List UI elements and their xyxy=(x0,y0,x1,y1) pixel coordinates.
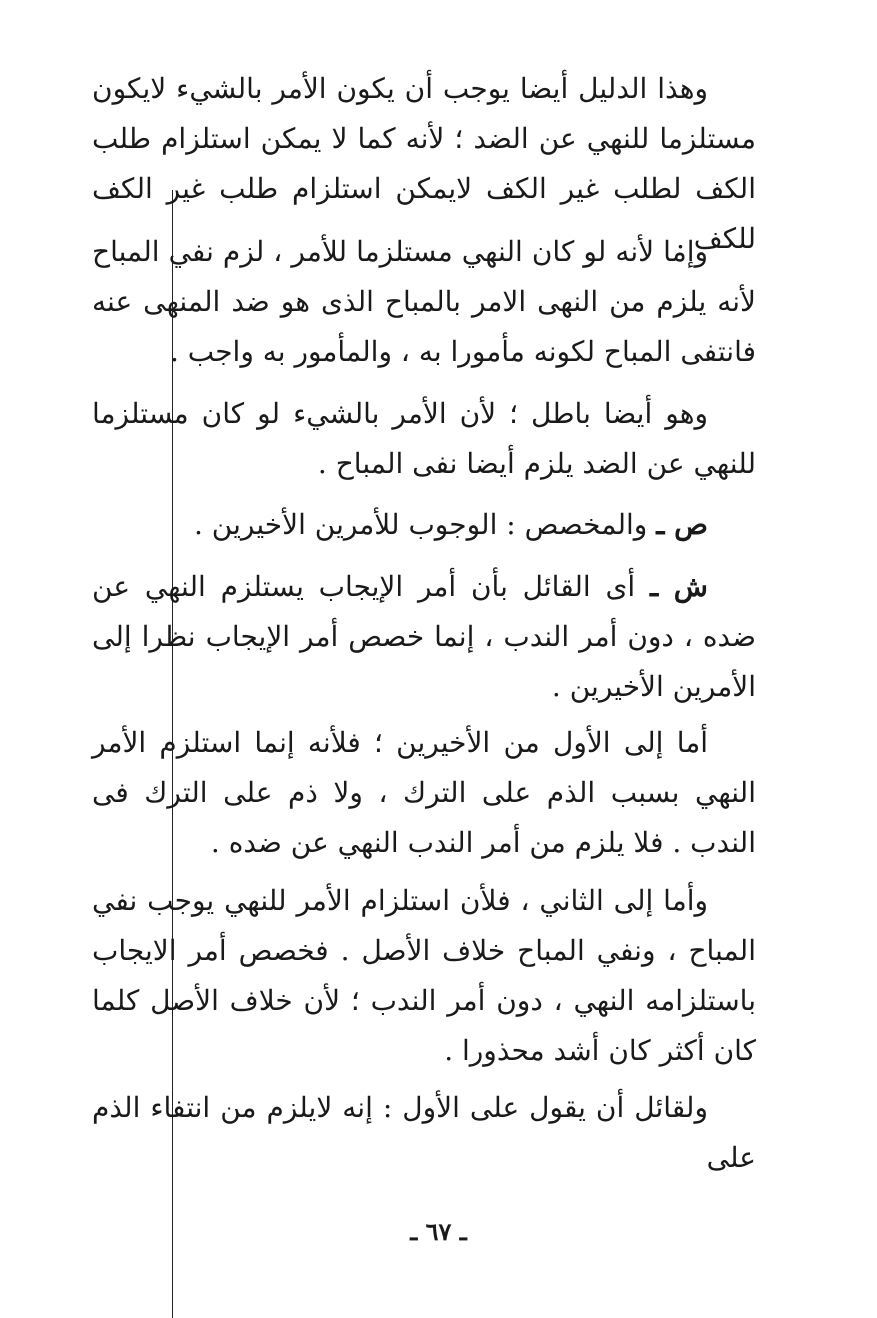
paragraph-text: وإما لأنه لو كان النهي مستلزما للأمر ، لزم نفي المباح لأنه يلزم من النهى الامر بالمباح الذى هو ضد المنهى عنه فانتفى المباح لكونه مأمورا به ، والمأمور به واجب . xyxy=(92,235,756,368)
paragraph-body: أى القائل بأن أمر الإيجاب يستلزم النهي عن ضده ، دون أمر الندب ، إنما خصص أمر الإيجاب نظرا إلى الأمرين الأخيرين . xyxy=(92,570,756,703)
paragraph-text xyxy=(92,500,756,550)
paragraph-text: وأما إلى الثاني ، فلأن استلزام الأمر للنهي يوجب نفي المباح ، ونفي المباح خلاف الأصل . فخصص أمر الايجاب باستلزامه النهي ، دون أمر الندب ؛ لأن خلاف الأصل كلما كان أكثر كان أشد محذورا . xyxy=(92,884,756,1067)
paragraph-3 xyxy=(92,389,756,489)
paragraph-text: وهو أيضا باطل ؛ لأن الأمر بالشيء لو كان مستلزما للنهي عن الضد يلزم أيضا نفى المباح . xyxy=(92,397,756,480)
paragraph-body: الوجوب للأمرين الأخيرين . xyxy=(193,508,498,541)
paragraph-5 xyxy=(92,562,756,712)
paragraph-text: وهذا الدليل أيضا يوجب أن يكون الأمر بالشيء لايكون مستلزما للنهي عن الضد ؛ لأنه كما لا يمكن استلزام طلب الكف لطلب غير الكف لايمكن استلزام طلب غير الكف للكف . xyxy=(92,72,756,255)
paragraph-text: أما إلى الأول من الأخيرين ؛ فلأنه إنما استلزم الأمر النهي بسبب الذم على الترك ، ولا ذم على الترك فى الندب . فلا يلزم من أمر الندب النهي عن ضده . xyxy=(92,726,756,859)
page-number: ـ ٦٧ ـ xyxy=(410,1217,467,1246)
paragraph-8 xyxy=(92,1083,756,1183)
paragraph-text xyxy=(92,562,756,712)
paragraph-7 xyxy=(92,876,756,1076)
paragraph-4 xyxy=(92,500,756,550)
paragraph-2 xyxy=(92,227,756,377)
shin-marker: ش ـ xyxy=(649,570,708,603)
mukhassis-label: والمخصص : xyxy=(506,508,648,541)
paragraph-text: ولقائل أن يقول على الأول : إنه لايلزم من انتفاء الذم على xyxy=(92,1091,756,1174)
sad-marker: ص ـ xyxy=(656,508,708,541)
paragraph-6 xyxy=(92,718,756,868)
